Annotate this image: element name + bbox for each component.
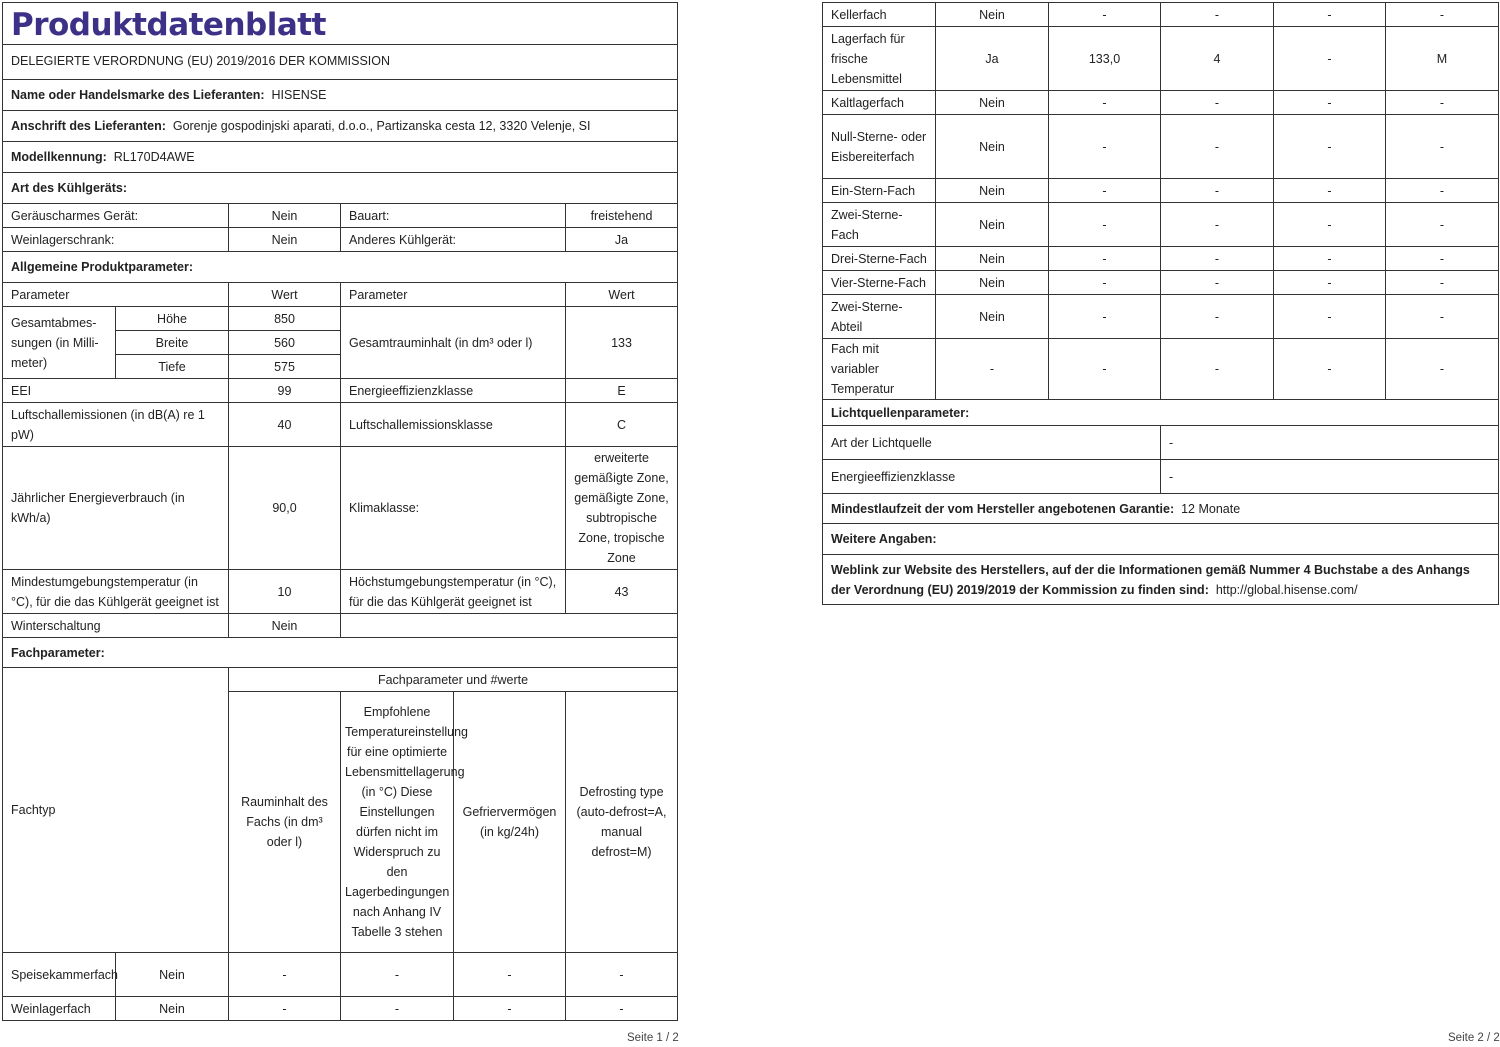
light-type-value: -	[1161, 426, 1499, 460]
compartment-present: Nein	[116, 953, 229, 997]
compartment-temp: -	[341, 953, 454, 997]
page-title: Produktdatenblatt	[3, 3, 678, 45]
annual-energy-label: Jährlicher Energieverbrauch (in kWh/a)	[3, 447, 229, 570]
other-appliance-label: Anderes Kühlgerät:	[341, 228, 566, 252]
compartment-present: Nein	[116, 997, 229, 1021]
compartment-freeze: -	[1274, 339, 1386, 400]
compartment-temp: 4	[1161, 27, 1274, 91]
type-heading: Art des Kühlgeräts:	[3, 173, 678, 204]
table-row	[823, 295, 1499, 339]
datasheet-page-2	[822, 2, 1498, 605]
compartment-name: Zwei-Sterne-Abteil	[823, 295, 936, 339]
compartment-volume: -	[229, 997, 341, 1021]
depth-label: Tiefe	[116, 355, 229, 379]
compartment-defrost: -	[1386, 271, 1499, 295]
warranty-row	[823, 494, 1499, 524]
table-row	[823, 3, 1499, 27]
compartment-name: Drei-Sterne-Fach	[823, 247, 936, 271]
compartment-freeze: -	[1274, 295, 1386, 339]
eei-label: EEI	[3, 379, 229, 403]
compartment-name: Kaltlagerfach	[823, 91, 936, 115]
further-heading: Weitere Angaben:	[823, 524, 1499, 555]
address-label: Anschrift des Lieferanten:	[11, 119, 166, 133]
compartment-temp: -	[1161, 91, 1274, 115]
light-type-label: Art der Lichtquelle	[823, 426, 1161, 460]
warranty-label: Mindestlaufzeit der vom Hersteller angebotenen Garantie:	[831, 501, 1175, 516]
volume-label: Gesamtrauminhalt (in dm³ oder l)	[341, 307, 566, 379]
col-temp-header: Empfohlene Temperatureinstellung für eine optimierte Lebensmittellagerung (in °C) Diese Einstellungen dürfen nicht im Widerspruch zu den Lagerbedingungen nach Anhang IV Tabelle 3 stehen	[341, 692, 454, 953]
compartment-volume: -	[1049, 271, 1161, 295]
table-row	[823, 27, 1499, 91]
compartment-volume: -	[1049, 115, 1161, 179]
compartment-defrost: -	[1386, 179, 1499, 203]
table-row	[823, 247, 1499, 271]
height-label: Höhe	[116, 307, 229, 331]
light-class-value: -	[1161, 460, 1499, 494]
compartment-temp: -	[1161, 247, 1274, 271]
noise-value: 40	[229, 403, 341, 447]
compartment-present: Nein	[936, 247, 1049, 271]
weblink-value[interactable]: http://global.hisense.com/	[1215, 582, 1358, 597]
col-freeze-header: Gefriervermögen (in kg/24h)	[454, 692, 566, 953]
compartment-volume: -	[1049, 295, 1161, 339]
table-row	[823, 91, 1499, 115]
model-row	[3, 142, 678, 173]
empty-cell	[341, 614, 678, 638]
weblink-label: Weblink zur Website des Herstellers, auf der die Informationen gemäß Nummer 4 Buchstabe a des Anhangs der Verordnung (EU) 2019/2019 der Kommission zu finden sind:	[831, 562, 1470, 597]
compartment-defrost: M	[1386, 27, 1499, 91]
compartment-type-label: Fachtyp	[3, 668, 229, 953]
construction-value: freistehend	[566, 204, 678, 228]
table-row	[3, 997, 678, 1021]
col-volume-header: Rauminhalt des Fachs (in dm³ oder l)	[229, 692, 341, 953]
compartment-freeze: -	[454, 997, 566, 1021]
compartment-volume: -	[229, 953, 341, 997]
compartment-name: Ein-Stern-Fach	[823, 179, 936, 203]
compartment-volume: -	[1049, 91, 1161, 115]
min-temp-label: Mindestumgebungstemperatur (in °C), für die das Kühlgerät geeignet ist	[3, 570, 229, 614]
compartment-temp: -	[341, 997, 454, 1021]
light-class-label: Energieeffizienzklasse	[823, 460, 1161, 494]
compartment-temp: -	[1161, 339, 1274, 400]
compartment-temp: -	[1161, 115, 1274, 179]
datasheet-page-1	[2, 2, 677, 1021]
regulation-text: DELEGIERTE VERORDNUNG (EU) 2019/2016 DER KOMMISSION	[3, 45, 678, 80]
compartment-freeze: -	[1274, 27, 1386, 91]
compartment-present: Ja	[936, 27, 1049, 91]
annual-energy-value: 90,0	[229, 447, 341, 570]
compartment-present: Nein	[936, 3, 1049, 27]
compartment-freeze: -	[1274, 91, 1386, 115]
datasheet-table-1	[2, 2, 678, 1021]
compartment-group-header: Fachparameter und #werte	[229, 668, 678, 692]
supplier-value: HISENSE	[271, 88, 327, 102]
compartment-name: Vier-Sterne-Fach	[823, 271, 936, 295]
compartment-defrost: -	[566, 997, 678, 1021]
table-row	[823, 115, 1499, 179]
height-value: 850	[229, 307, 341, 331]
climate-class-label: Klimaklasse:	[341, 447, 566, 570]
compartment-heading: Fachparameter:	[3, 638, 678, 668]
weblink-row	[823, 555, 1499, 605]
compartment-present: Nein	[936, 203, 1049, 247]
compartment-defrost: -	[1386, 91, 1499, 115]
compartment-temp: -	[1161, 3, 1274, 27]
max-temp-value: 43	[566, 570, 678, 614]
compartment-volume: -	[1049, 247, 1161, 271]
compartment-temp: -	[1161, 271, 1274, 295]
compartment-defrost: -	[1386, 247, 1499, 271]
compartment-name: Kellerfach	[823, 3, 936, 27]
table-row	[823, 203, 1499, 247]
compartment-present: Nein	[936, 91, 1049, 115]
compartment-volume: -	[1049, 203, 1161, 247]
compartment-defrost: -	[1386, 339, 1499, 400]
compartment-name: Null-Sterne- oder Eisbereiterfach	[823, 115, 936, 179]
datasheet-table-2	[822, 2, 1499, 605]
model-value: RL170D4AWE	[113, 150, 195, 164]
low-noise-label: Geräuscharmes Gerät:	[3, 204, 229, 228]
compartment-name: Zwei-Sterne-Fach	[823, 203, 936, 247]
depth-value: 575	[229, 355, 341, 379]
volume-value: 133	[566, 307, 678, 379]
compartment-defrost: -	[566, 953, 678, 997]
compartment-temp: -	[1161, 295, 1274, 339]
noise-label: Luftschallemissionen (in dB(A) re 1 pW)	[3, 403, 229, 447]
compartment-freeze: -	[1274, 271, 1386, 295]
winter-value: Nein	[229, 614, 341, 638]
compartment-volume: -	[1049, 339, 1161, 400]
noise-class-value: C	[566, 403, 678, 447]
compartment-temp: -	[1161, 179, 1274, 203]
compartment-name: Speisekammerfach	[3, 953, 116, 997]
width-value: 560	[229, 331, 341, 355]
table-row	[823, 179, 1499, 203]
compartment-present: Nein	[936, 271, 1049, 295]
compartment-temp: -	[1161, 203, 1274, 247]
low-noise-value: Nein	[229, 204, 341, 228]
address-row	[3, 111, 678, 142]
param-header-2: Parameter	[341, 283, 566, 307]
other-appliance-value: Ja	[566, 228, 678, 252]
page-number-2: Seite 2 / 2	[1448, 1032, 1500, 1044]
width-label: Breite	[116, 331, 229, 355]
energy-class-label: Energieeffizienzklasse	[341, 379, 566, 403]
warranty-value: 12 Monate	[1181, 501, 1241, 516]
dimensions-label: Gesamtabmes-sungen (in Milli-meter)	[3, 307, 116, 379]
value-header-2: Wert	[566, 283, 678, 307]
noise-class-label: Luftschallemissionsklasse	[341, 403, 566, 447]
compartment-freeze: -	[1274, 179, 1386, 203]
compartment-volume: -	[1049, 179, 1161, 203]
value-header-1: Wert	[229, 283, 341, 307]
col-defrost-header: Defrosting type (auto-defrost=A, manual defrost=M)	[566, 692, 678, 953]
compartment-defrost: -	[1386, 3, 1499, 27]
compartment-freeze: -	[1274, 115, 1386, 179]
min-temp-value: 10	[229, 570, 341, 614]
compartment-defrost: -	[1386, 203, 1499, 247]
compartment-name: Lagerfach für frische Lebensmittel	[823, 27, 936, 91]
param-header-1: Parameter	[3, 283, 229, 307]
winter-label: Winterschaltung	[3, 614, 229, 638]
construction-label: Bauart:	[341, 204, 566, 228]
compartment-freeze: -	[1274, 3, 1386, 27]
compartment-present: Nein	[936, 115, 1049, 179]
compartment-name: Fach mit variabler Temperatur	[823, 339, 936, 400]
compartment-name: Weinlagerfach	[3, 997, 116, 1021]
table-row	[823, 271, 1499, 295]
compartment-volume: 133,0	[1049, 27, 1161, 91]
supplier-row	[3, 80, 678, 111]
compartment-defrost: -	[1386, 115, 1499, 179]
supplier-label: Name oder Handelsmarke des Lieferanten:	[11, 88, 265, 102]
table-row	[3, 953, 678, 997]
wine-cabinet-label: Weinlagerschrank:	[3, 228, 229, 252]
eei-value: 99	[229, 379, 341, 403]
compartment-freeze: -	[454, 953, 566, 997]
compartment-defrost: -	[1386, 295, 1499, 339]
compartment-volume: -	[1049, 3, 1161, 27]
compartment-present: -	[936, 339, 1049, 400]
light-heading: Lichtquellenparameter:	[823, 400, 1499, 426]
energy-class-value: E	[566, 379, 678, 403]
compartment-present: Nein	[936, 179, 1049, 203]
wine-cabinet-value: Nein	[229, 228, 341, 252]
compartment-freeze: -	[1274, 247, 1386, 271]
compartment-freeze: -	[1274, 203, 1386, 247]
model-label: Modellkennung:	[11, 150, 107, 164]
general-heading: Allgemeine Produktparameter:	[3, 252, 678, 283]
max-temp-label: Höchstumgebungstemperatur (in °C), für die das Kühlgerät geeignet ist	[341, 570, 566, 614]
compartment-present: Nein	[936, 295, 1049, 339]
address-value: Gorenje gospodinjski aparati, d.o.o., Partizanska cesta 12, 3320 Velenje, SI	[172, 119, 591, 133]
table-row	[823, 339, 1499, 400]
climate-class-value: erweiterte gemäßigte Zone, gemäßigte Zone, subtropische Zone, tropische Zone	[566, 447, 678, 570]
page-number-1: Seite 1 / 2	[627, 1032, 679, 1044]
